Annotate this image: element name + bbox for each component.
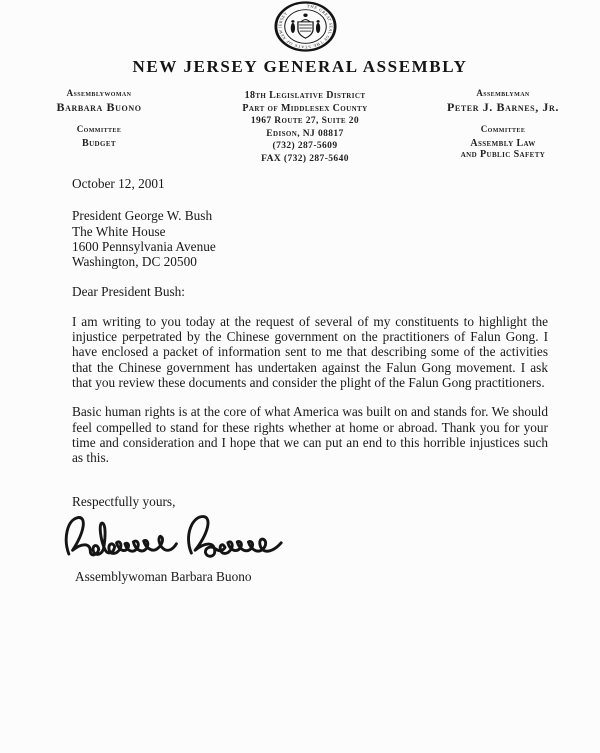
- right-committee-label: Committee: [480, 124, 526, 134]
- left-role-label: Assemblywoman: [66, 88, 132, 98]
- salutation: Dear President Bush:: [72, 284, 186, 300]
- handwritten-signature: [52, 511, 298, 569]
- street-address-line: 1967 Route 27, Suite 20: [250, 116, 360, 127]
- left-committee-label: Committee: [76, 124, 122, 134]
- letterhead-right-column: [416, 88, 590, 160]
- recipient-address-line: 1600 Pennsylvania Avenue: [72, 238, 216, 254]
- letter-date: October 12, 2001: [72, 176, 165, 191]
- recipient-name: President George W. Bush: [72, 208, 213, 224]
- closing-phrase: Respectfully yours,: [72, 494, 176, 510]
- svg-text:THE GREAT SEAL OF THE STATE OF: [277, 4, 334, 50]
- left-member-name: Barbara Buono: [56, 100, 142, 114]
- letterhead-left-column: [14, 88, 184, 149]
- fax-line: FAX (732) 287-5640: [261, 153, 349, 164]
- right-role-label: Assemblyman: [476, 88, 530, 98]
- county-line: Part of Middlesex County: [242, 102, 368, 114]
- assembly-masthead-title: NEW JERSEY GENERAL ASSEMBLY: [132, 57, 468, 76]
- recipient-address-block: [72, 208, 548, 269]
- right-member-name: Peter J. Barnes, Jr.: [446, 100, 559, 114]
- recipient-address-line: The White House: [72, 223, 166, 239]
- right-committee-name-line1: Assembly Law: [470, 138, 536, 149]
- letter-body: [72, 176, 548, 584]
- city-state-zip-line: Edison, NJ 08817: [266, 128, 344, 139]
- typed-signature-name: Assemblywoman Barbara Buono: [75, 568, 252, 584]
- body-paragraph: I am writing to you today at the request of several of my constituents to highlight the injustice perpetrated by the Chinese government on the practitioners of Falun Gong. I have enclosed a packet of information sent to me that describing some of the activities that the Chinese government has undertaken against the Falun Gong movement. I ask that you review these documents and consider the plight of the Falun Gong practitioners.: [72, 313, 548, 390]
- seal-rim-text: THE GREAT SEAL OF THE STATE OF NEW JERSEY: [277, 3, 334, 50]
- left-committee-name: Budget: [82, 138, 116, 149]
- district-line: 18th Legislative District: [244, 90, 366, 101]
- new-jersey-state-seal-icon: [274, 1, 337, 52]
- right-committee-name-line2: and Public Safety: [460, 149, 546, 160]
- letterhead-center-column: [203, 90, 407, 166]
- phone-line: (732) 287-5609: [272, 141, 338, 152]
- recipient-address-line: Washington, DC 20500: [72, 254, 197, 270]
- body-paragraph: Basic human rights is at the core of what America was built on and stands for. We should feel compelled to stand for these rights whether at home or abroad. Thank you for your time and consideration and I hope that we can put an end to this horrible injustices such as this.: [72, 404, 548, 466]
